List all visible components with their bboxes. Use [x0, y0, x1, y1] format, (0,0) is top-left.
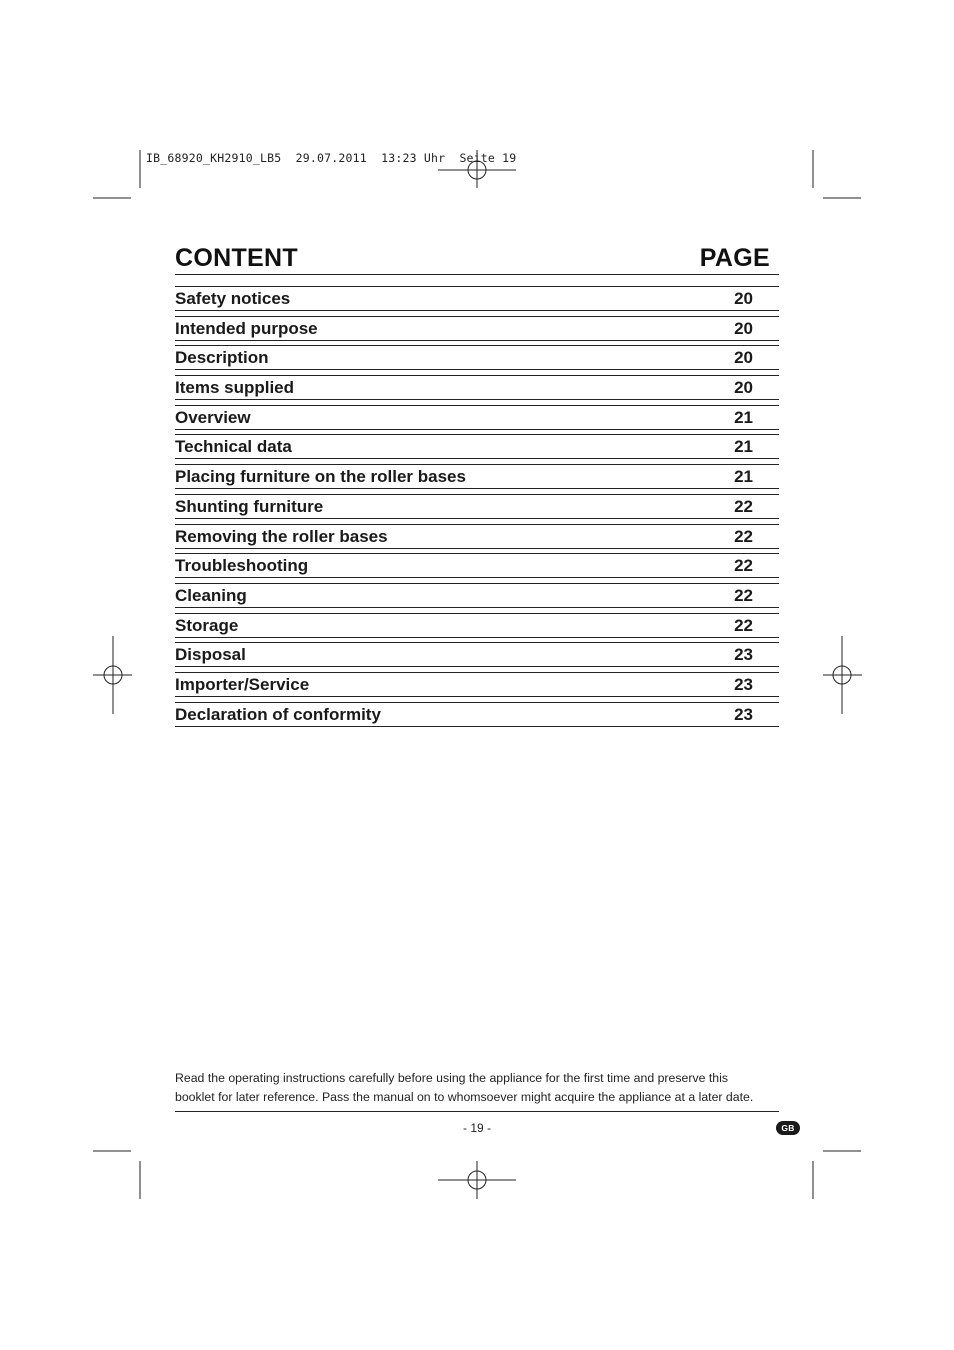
reading-note-line: booklet for later reference. Pass the manual on to whomsoever might acquire the appliance at a later date.: [175, 1090, 754, 1104]
toc-entry-page: 21: [734, 437, 753, 457]
toc-entry-title: Overview: [175, 407, 251, 427]
toc-entry[interactable]: [175, 405, 779, 430]
toc-entry-page: 21: [734, 407, 753, 427]
reading-note: [175, 1069, 785, 1107]
toc-entry-page: 20: [734, 348, 753, 368]
country-badge: GB: [776, 1121, 800, 1135]
toc-entry[interactable]: [175, 702, 779, 727]
toc-entry-page: 22: [734, 556, 753, 576]
toc-entry[interactable]: [175, 316, 779, 341]
toc-entry-page: 23: [734, 645, 753, 665]
registration-mark-icon: [93, 636, 132, 714]
toc-entry[interactable]: [175, 494, 779, 519]
toc-entry-title: Shunting furniture: [175, 496, 324, 516]
print-slug-header: IB_68920_KH2910_LB5 29.07.2011 13:23 Uhr Seite 19: [146, 151, 517, 165]
toc-entry-page: 22: [734, 615, 753, 635]
toc-entry-title: Safety notices: [175, 289, 291, 308]
toc-entry-title: Cleaning: [175, 585, 247, 605]
toc-entry-title: Troubleshooting: [175, 556, 309, 576]
toc-entry[interactable]: [175, 345, 779, 370]
toc-entry-page: 23: [734, 704, 753, 724]
toc-entry[interactable]: [175, 375, 779, 400]
toc-entry[interactable]: [175, 286, 779, 311]
toc-entry[interactable]: [175, 464, 779, 489]
registration-mark-icon: [438, 1161, 516, 1199]
toc-entry-title: Declaration of conformity: [175, 704, 381, 724]
toc-entry[interactable]: [175, 642, 779, 667]
page-number: - 19 -: [462, 1121, 491, 1135]
heading-rule: [175, 274, 779, 275]
table-of-contents: [175, 286, 779, 731]
crop-mark-icon: [813, 150, 861, 198]
toc-entry-page: 20: [734, 378, 753, 398]
crop-mark-icon: [93, 150, 140, 198]
toc-entry-page: 22: [734, 585, 753, 605]
crop-mark-icon: [93, 1151, 140, 1199]
toc-entry-title: Technical data: [175, 437, 292, 457]
toc-entry-page: 21: [734, 467, 753, 487]
toc-entry[interactable]: [175, 434, 779, 459]
toc-entry[interactable]: [175, 672, 779, 697]
toc-entry-title: Placing furniture on the roller bases: [175, 467, 466, 487]
reading-note-line: Read the operating instructions carefully before using the appliance for the first time and preserve this: [175, 1071, 728, 1085]
toc-entry-page: 20: [734, 289, 753, 308]
toc-entry-title: Storage: [175, 615, 239, 635]
toc-entry-title: Description: [175, 348, 269, 368]
toc-heading: [175, 244, 770, 274]
toc-entry[interactable]: [175, 613, 779, 638]
toc-entry[interactable]: [175, 553, 779, 578]
toc-entry[interactable]: [175, 524, 779, 549]
toc-entry-title: Importer/Service: [175, 674, 310, 694]
heading-page: PAGE: [699, 244, 770, 272]
registration-mark-icon: [823, 636, 862, 714]
toc-entry-page: 20: [734, 318, 753, 338]
toc-entry-page: 22: [734, 496, 753, 516]
crop-mark-icon: [813, 1151, 861, 1199]
heading-content: CONTENT: [175, 244, 298, 272]
toc-entry-page: 22: [734, 526, 753, 546]
toc-entry-title: Items supplied: [175, 378, 295, 398]
footer-rule: [175, 1111, 779, 1112]
toc-entry[interactable]: [175, 583, 779, 608]
toc-entry-page: 23: [734, 674, 753, 694]
toc-entry-title: Disposal: [175, 645, 246, 665]
toc-entry-title: Removing the roller bases: [175, 526, 388, 546]
toc-entry-title: Intended purpose: [175, 318, 318, 338]
